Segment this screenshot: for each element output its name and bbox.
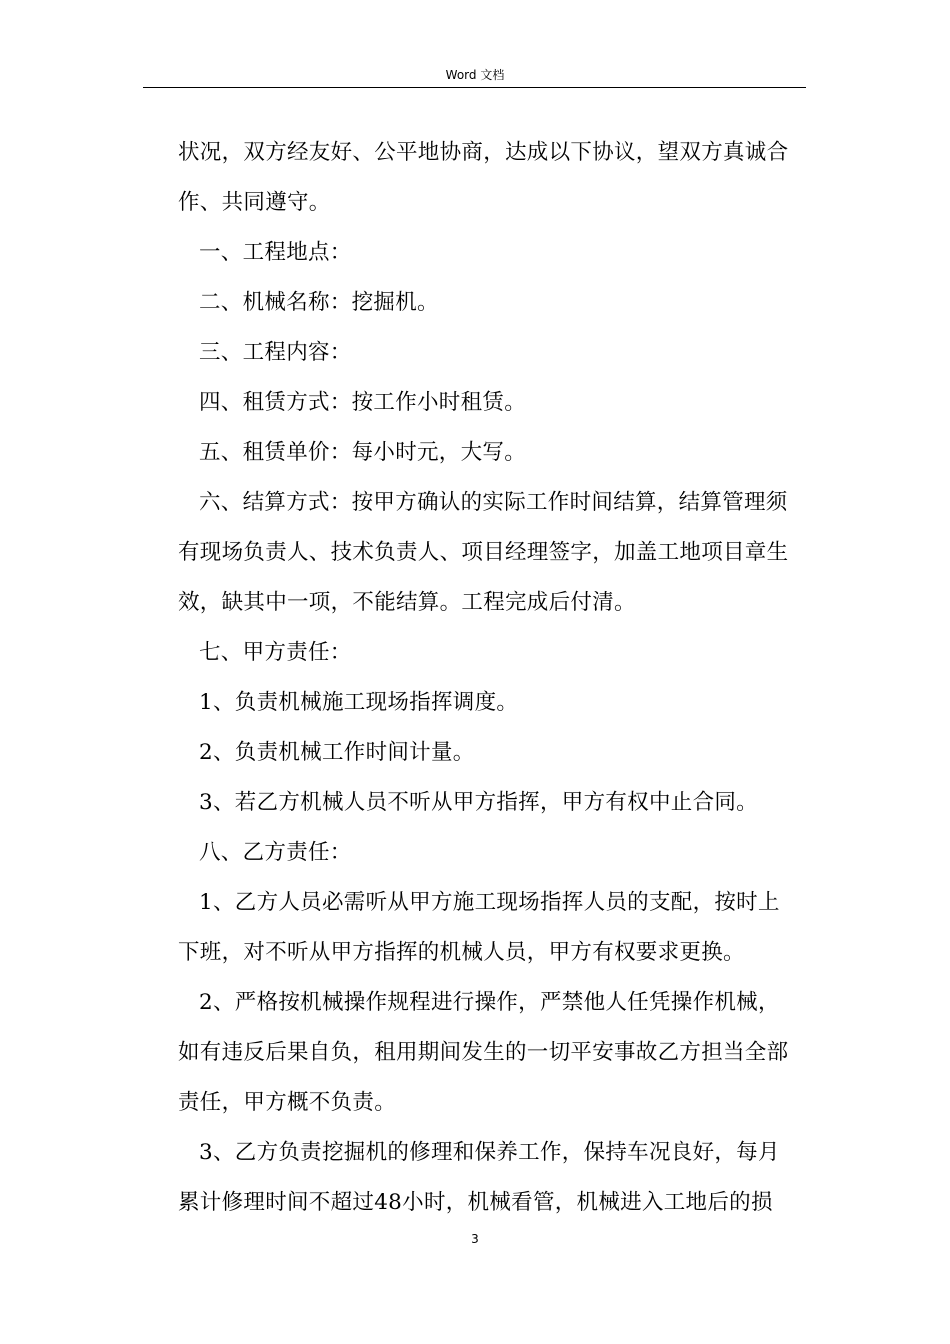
document-body [178,128,808,1228]
text-line: 三、工程内容： [199,340,352,365]
text-line: 八、乙方责任： [199,840,352,865]
text-line: 四、租赁方式：按工作小时租赁。 [199,390,527,415]
clause-3-project-content [178,328,808,378]
page-header: Word 文档 [445,68,505,82]
text-line: 3、若乙方机械人员不听从甲方指挥，甲方有权中止合同。 [199,790,758,815]
clause-2-machine-name [178,278,808,328]
text-line: 2、负责机械工作时间计量。 [199,740,475,765]
clause-4-lease-method [178,378,808,428]
header-divider [143,87,806,88]
page-number: 3 [471,1232,479,1246]
text-line: 五、租赁单价：每小时元，大写。 [199,440,527,465]
text-line: 累计修理时间不超过48小时，机械看管，机械进入工地后的损 [178,1190,773,1215]
clause-7-party-a-duties [178,628,808,678]
party-b-item-2 [178,978,808,1128]
text-line: 效，缺其中一项，不能结算。工程完成后付清。 [178,590,636,615]
text-line: 3、乙方负责挖掘机的修理和保养工作，保持车况良好，每月 [199,1140,780,1165]
clause-8-party-b-duties [178,828,808,878]
party-b-item-3 [178,1128,808,1228]
text-line: 有现场负责人、技术负责人、项目经理签字，加盖工地项目章生 [178,540,789,565]
paragraph-intro [178,128,808,228]
clause-6-settlement [178,478,808,628]
clause-5-unit-price [178,428,808,478]
text-line: 七、甲方责任： [199,640,352,665]
party-b-item-1 [178,878,808,978]
text-line: 1、乙方人员必需听从甲方施工现场指挥人员的支配，按时上 [199,890,780,915]
text-line: 状况，双方经友好、公平地协商，达成以下协议，望双方真诚合 [178,140,789,165]
text-line: 作、共同遵守。 [178,190,331,215]
party-a-item-3 [178,778,808,828]
text-line: 2、严格按机械操作规程进行操作，严禁他人任凭操作机械， [199,990,780,1015]
text-line: 如有违反后果自负，租用期间发生的一切平安事故乙方担当全部 [178,1040,789,1065]
text-line: 二、机械名称：挖掘机。 [199,290,439,315]
text-line: 下班，对不听从甲方指挥的机械人员，甲方有权要求更换。 [178,940,745,965]
text-line: 一、工程地点： [199,240,352,265]
party-a-item-1 [178,678,808,728]
clause-1-project-location [178,228,808,278]
party-a-item-2 [178,728,808,778]
text-line: 1、负责机械施工现场指挥调度。 [199,690,519,715]
text-line: 责任，甲方概不负责。 [178,1090,397,1115]
text-line: 六、结算方式：按甲方确认的实际工作时间结算，结算管理须 [199,490,788,515]
